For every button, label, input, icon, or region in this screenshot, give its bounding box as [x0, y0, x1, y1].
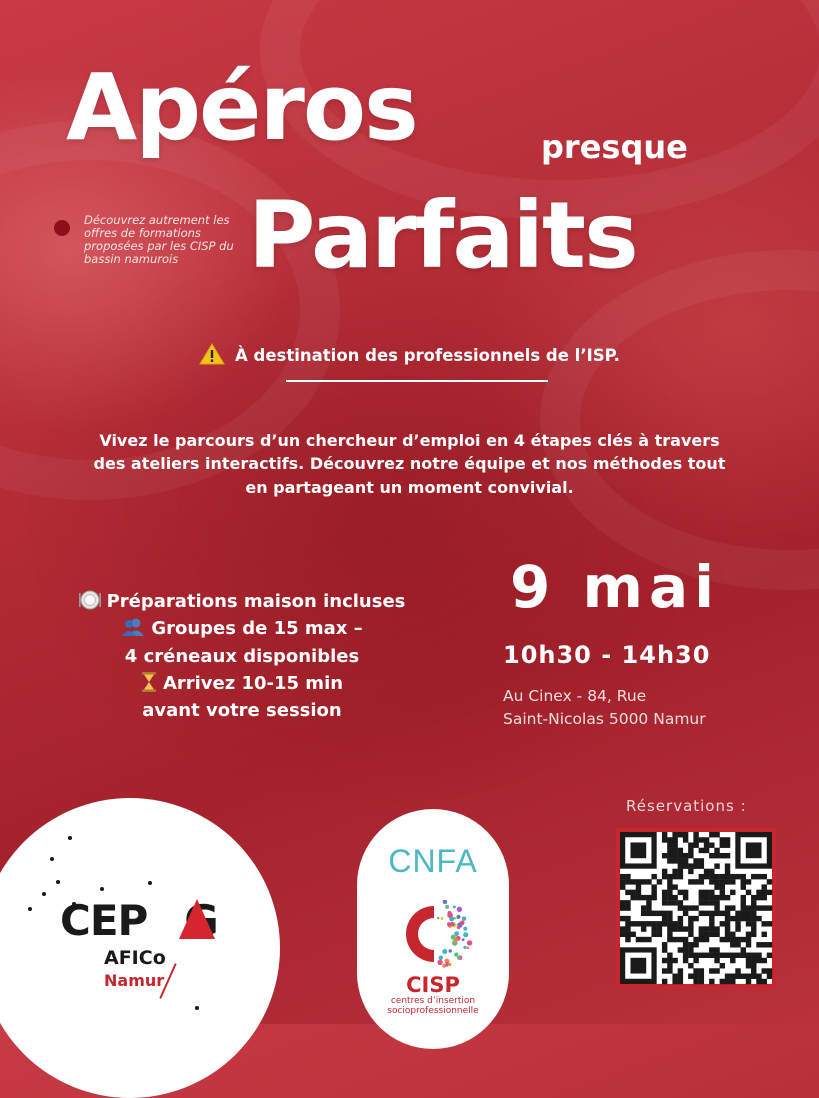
intro-text: Découvrez autrement les offres de formations proposées par les CISP du bassin namurois: [84, 213, 234, 266]
hourglass-icon: [141, 672, 157, 692]
title-parfaits: Parfaits: [248, 182, 637, 289]
warning-icon: [199, 343, 225, 365]
address-line: Saint-Nicolas 5000 Namur: [503, 710, 706, 729]
info-item: [22, 615, 462, 642]
cnfa-wordmark: CNFA: [388, 843, 478, 879]
qr-code-icon[interactable]: [616, 828, 776, 988]
logo-dot: [56, 880, 60, 884]
divider: [286, 380, 548, 382]
logo-dot: [42, 892, 46, 896]
cisp-wordmark: CISP: [406, 973, 460, 997]
description-line: Vivez le parcours d’un chercheur d’emploi en 4 étapes clés à travers: [99, 431, 720, 450]
info-list: [22, 588, 462, 725]
address-line: Au Cinex - 84, Rue: [503, 687, 647, 705]
cepag-triangle-icon: [179, 899, 215, 939]
cepag-word-left: CEP: [60, 896, 148, 945]
people-icon: [121, 617, 145, 637]
bullet-dot-icon: [54, 220, 70, 236]
description: [40, 429, 779, 499]
namur-label: Namur: [104, 971, 165, 990]
description-line: des ateliers interactifs. Découvrez notre équipe et nos méthodes tout: [93, 454, 726, 474]
info-item-text: Arrivez 10-15 min: [162, 673, 344, 695]
event-time: 10h30 - 14h30: [503, 641, 711, 669]
description-line: en partageant un moment convivial.: [245, 477, 574, 497]
logo-dot: [148, 881, 152, 885]
cisp-subtitle: centres d’insertion socioprofessionnelle: [387, 996, 479, 1017]
background-swirl: [540, 250, 819, 590]
audience-line: [0, 343, 819, 365]
info-item: [22, 588, 462, 615]
cisp-emblem-icon: [404, 900, 476, 970]
info-item-text: Groupes de 15 max –: [151, 618, 363, 640]
info-item-text: Préparations maison incluses: [106, 591, 406, 612]
reservations-label: Réservations :: [626, 797, 747, 815]
title-presque: presque: [541, 128, 688, 166]
info-item: [22, 643, 462, 670]
afico-label: AFICo: [104, 947, 166, 969]
qr-code-graphic: [616, 828, 776, 988]
info-item-text: avant votre session: [142, 700, 342, 722]
info-item: [22, 697, 462, 724]
logo-dot: [28, 907, 32, 911]
cepag-word-right: G: [184, 896, 218, 945]
info-item-text: 4 créneaux disponibles: [124, 645, 360, 667]
logo-dot: [100, 887, 104, 891]
info-item: [22, 670, 462, 697]
title-aperos: Apéros: [66, 54, 417, 161]
plate-icon: [79, 590, 101, 610]
logo-dot: [68, 836, 72, 840]
audience-text: À destination des professionnels de l’ISP.: [235, 346, 620, 365]
logo-dot: [195, 1006, 199, 1010]
event-date: 9 mai: [510, 553, 721, 621]
event-address: [503, 685, 706, 732]
logo-dot: [50, 857, 54, 861]
